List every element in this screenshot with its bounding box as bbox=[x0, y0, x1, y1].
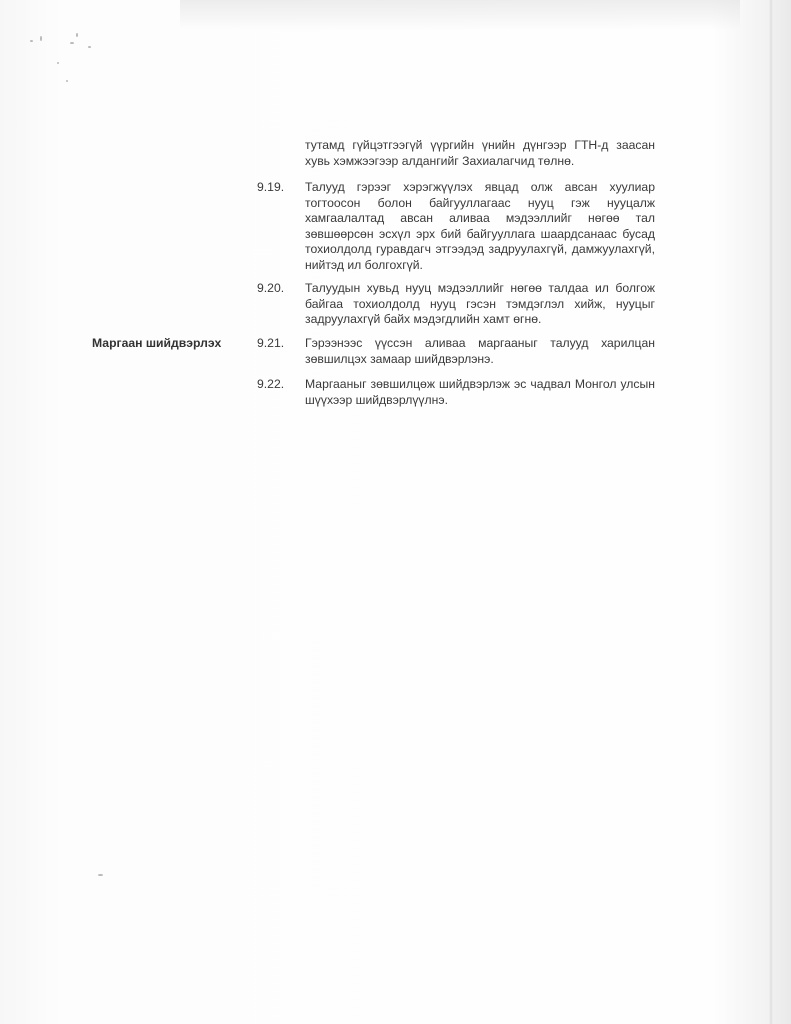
clause-9-21 bbox=[257, 336, 657, 367]
scan-speck bbox=[70, 42, 74, 44]
clause-text: Талууд гэрээг хэрэгжүүлэх явцад олж авсан хуулиар тогтоосон болон байгууллагаас нууц гэж нууцалж хамгаалалтад авсан аливаа мэдээллийг нөгөө тал зөвшөөрсөн эсхүл эрх бий байгууллага шаардсанаас бусад тохиолдолд гуравдагч этгээдэд задруулахгүй, дамжуулахгүй, нийтэд ил болгохгүй. bbox=[305, 180, 655, 272]
scan-speck bbox=[76, 33, 78, 37]
scan-speck bbox=[98, 874, 103, 876]
continuation-paragraph: тутамд гүйцэтгээгүй үүргийн үнийн дүнгээр ГТН-д заасан хувь хэмжээгээр алдангийг Захиалагчид төлнө. bbox=[305, 138, 655, 168]
scan-speck bbox=[57, 62, 59, 64]
clause-text: Гэрээнээс үүссэн аливаа маргааныг талууд харилцан зөвшилцэх замаар шийдвэрлэнэ. bbox=[305, 336, 655, 366]
clause-number: 9.19. bbox=[257, 180, 285, 194]
clause-9-19 bbox=[257, 180, 657, 273]
scan-speck bbox=[40, 36, 42, 41]
scan-speck bbox=[30, 40, 33, 42]
scan-speck bbox=[88, 46, 91, 48]
scan-shadow-right-edge bbox=[769, 0, 773, 1024]
clause-text: Маргааныг зөвшилцөж шийдвэрлэж эс чадвал Монгол улсын шүүхээр шийдвэрлүүлнэ. bbox=[305, 377, 655, 407]
scan-shadow-top bbox=[180, 0, 740, 30]
clause-number: 9.20. bbox=[257, 281, 285, 295]
clause-text: Талуудын хувьд нууц мэдээллийг нөгөө талдаа ил болгож байгаа тохиолдолд нууц гэсэн тэмдэглэл хийж, нууцыг задруулахгүй байх мэдэгдлийн хамт өгнө. bbox=[305, 281, 655, 326]
clause-9-22 bbox=[257, 377, 657, 408]
clause-number: 9.21. bbox=[257, 336, 285, 350]
clause-number: 9.22. bbox=[257, 377, 285, 391]
clause-9-20 bbox=[257, 281, 657, 328]
scan-speck bbox=[66, 80, 68, 82]
section-heading: Маргаан шийдвэрлэх bbox=[92, 336, 222, 350]
